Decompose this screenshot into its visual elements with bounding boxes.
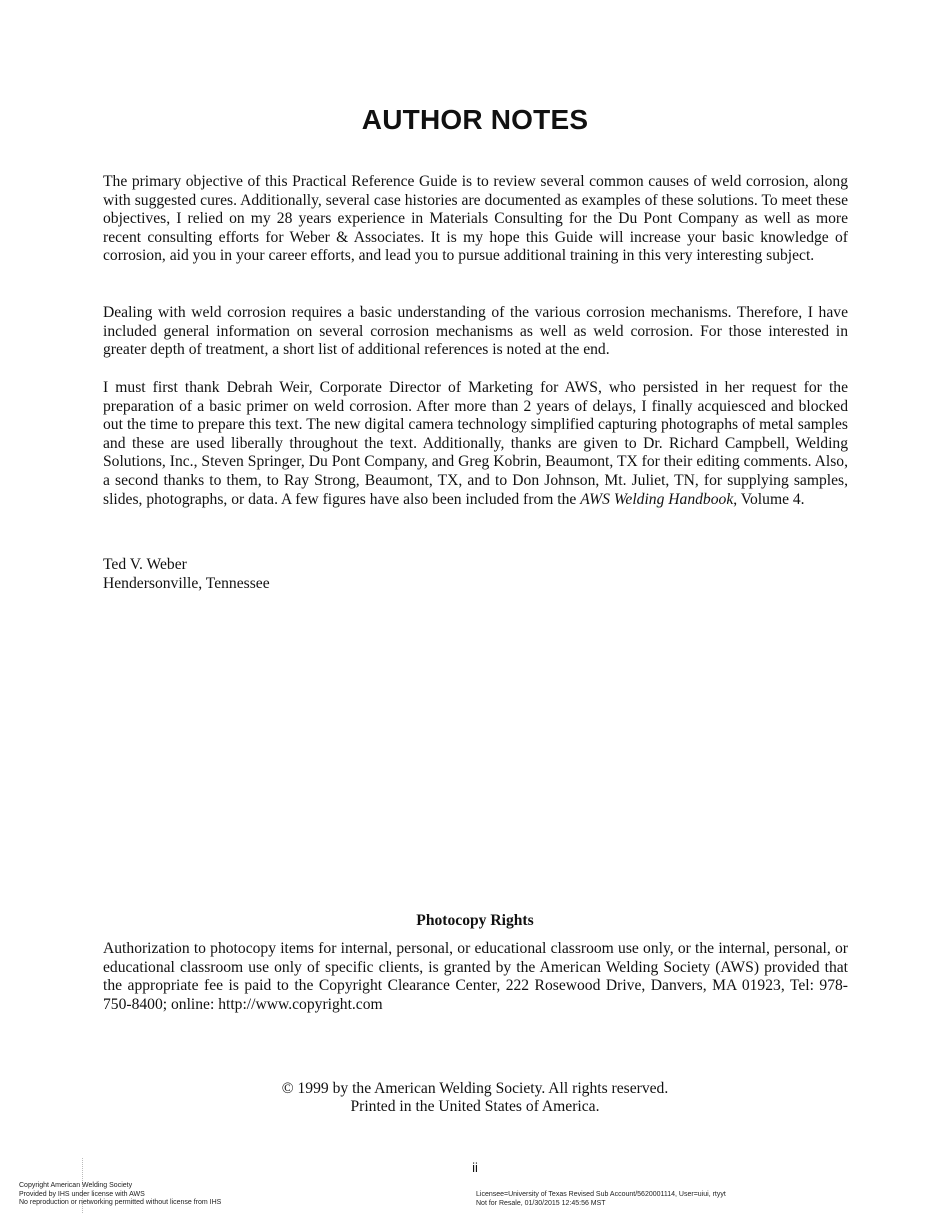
handbook-title: AWS Welding Handbook (580, 490, 734, 508)
copyright-line: © 1999 by the American Welding Society. All rights reserved. (281, 1080, 669, 1097)
author-location: Hendersonville, Tennessee (103, 575, 270, 592)
photocopy-rights-paragraph (103, 940, 848, 1014)
paragraph-acknowledgements (103, 379, 848, 509)
footer-left (19, 1182, 221, 1208)
footer-left-line: Provided by IHS under license with AWS (19, 1190, 145, 1198)
footer-right (476, 1191, 726, 1208)
photocopy-rights-text: Authorization to photocopy items for internal, personal, or educational classroom use only, or the internal, personal, or educational classroom use only of specific clients, is granted by the American Welding Society (AWS) provided that the appropriate fee is paid to the Copyright Clearance Center, 222 Rosewood Drive, Danvers, MA 01923, Tel: 978-750-8400; online: http://www.copyright.com (103, 940, 848, 1013)
printed-in-line: Printed in the United States of America. (350, 1098, 600, 1115)
paragraph-mechanisms-text: Dealing with weld corrosion requires a basic understanding of the various corrosion mechanisms. Therefore, I have included general information on several corrosion mechanisms as well as weld corrosion. For those interested in greater depth of treatment, a short list of additional references is noted at the end. (103, 304, 848, 359)
footer-right-line: Not for Resale, 01/30/2015 12:45:56 MST (476, 1199, 606, 1207)
paragraph-objective-text: The primary objective of this Practical Reference Guide is to review several common causes of weld corrosion, along with suggested cures. Additionally, several case histories are documented as examples of these solutions. To meet these objectives, I relied on my 28 years experience in Materials Consulting for the Du Pont Company as well as more recent consulting efforts for Weber & Associates. It is my hope this Guide will increase your basic knowledge of corrosion, aid you in your career efforts, and lead you to pursue additional training in this very interesting subject. (103, 173, 848, 265)
paragraph-objective (103, 173, 848, 266)
photocopy-rights-heading: Photocopy Rights (416, 912, 534, 929)
page-number: ii (472, 1160, 478, 1175)
paragraph-acknowledgements-text (103, 379, 848, 509)
acknowledgements-text-after: , Volume 4. (733, 490, 805, 508)
footer-right-line: Licensee=University of Texas Revised Sub Account/5620001114, User=uiui, rtyyt (476, 1191, 726, 1198)
page-title: AUTHOR NOTES (361, 104, 589, 135)
acknowledgements-text-before: I must first thank Debrah Weir, Corporate Director of Marketing for AWS, who persisted in her request for the preparation of a basic primer on weld corrosion. After more than 2 years of delays, I finally acquiesced and blocked out the time to prepare this text. The new digital camera technology simplified capturing photographs of metal samples and these are used liberally throughout the text. Additionally, thanks are given to Dr. Richard Campbell, Welding Solutions, Inc., Steven Springer, Du Pont Company, and Greg Kobrin, Beaumont, TX for their editing comments. Also, a second thanks to them, to Ray Strong, Beaumont, TX, and to Don Johnson, Mt. Juliet, TN, for supplying samples, slides, photographs, or data. A few figures have also been included from the (103, 379, 848, 508)
paragraph-mechanisms (103, 304, 848, 360)
footer-left-line: No reproduction or networking permitted without license from IHS (19, 1199, 222, 1207)
footer-left-line: Copyright American Welding Society (19, 1182, 133, 1189)
author-name: Ted V. Weber (103, 556, 187, 573)
